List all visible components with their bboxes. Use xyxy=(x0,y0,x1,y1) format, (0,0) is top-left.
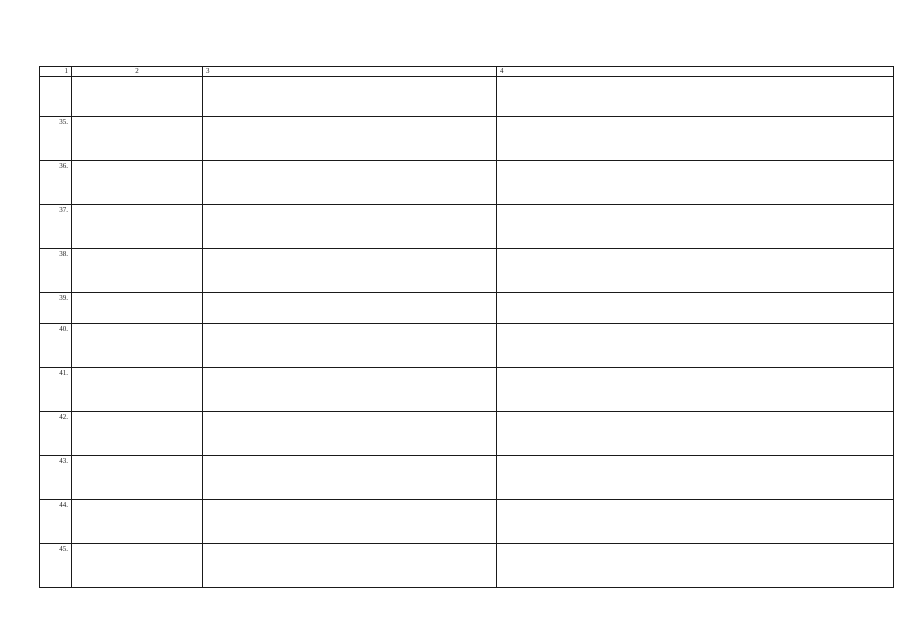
rejection-reason xyxy=(497,412,894,456)
rejection-reason xyxy=(497,368,894,412)
rejection-reason xyxy=(497,324,894,368)
rejection-reason xyxy=(497,161,894,205)
object-description xyxy=(203,412,497,456)
row-number: 37. xyxy=(40,205,72,249)
row-number xyxy=(40,77,72,117)
column-header-4: 4 xyxy=(497,67,894,77)
rejection-reason xyxy=(497,117,894,161)
object-description xyxy=(203,324,497,368)
column-header-1: 1 xyxy=(40,67,72,77)
object-description xyxy=(203,293,497,324)
object-description xyxy=(203,368,497,412)
table-row xyxy=(40,293,894,324)
table-row xyxy=(40,544,894,588)
table-header-row xyxy=(40,67,894,77)
table-row xyxy=(40,500,894,544)
rejection-reason xyxy=(497,249,894,293)
table-row xyxy=(40,249,894,293)
column-header-3: 3 xyxy=(203,67,497,77)
row-number: 40. xyxy=(40,324,72,368)
district-name xyxy=(72,205,203,249)
object-description xyxy=(203,161,497,205)
column-header-2: 2 xyxy=(72,67,203,77)
rejection-reason xyxy=(497,77,894,117)
table-body xyxy=(40,77,894,588)
district-name xyxy=(72,456,203,500)
row-number: 35. xyxy=(40,117,72,161)
table-row xyxy=(40,205,894,249)
row-number: 44. xyxy=(40,500,72,544)
rejection-reason xyxy=(497,205,894,249)
table-row xyxy=(40,77,894,117)
results-table xyxy=(39,66,894,588)
district-name xyxy=(72,117,203,161)
rejection-reason xyxy=(497,500,894,544)
table-row xyxy=(40,456,894,500)
district-name xyxy=(72,368,203,412)
row-number: 39. xyxy=(40,293,72,324)
rejection-reason xyxy=(497,544,894,588)
row-number: 36. xyxy=(40,161,72,205)
results-table-container xyxy=(39,66,865,588)
table-row xyxy=(40,117,894,161)
table-row xyxy=(40,412,894,456)
district-name xyxy=(72,249,203,293)
table-row xyxy=(40,368,894,412)
table-row xyxy=(40,324,894,368)
district-name xyxy=(72,161,203,205)
table-row xyxy=(40,161,894,205)
district-name xyxy=(72,324,203,368)
district-name xyxy=(72,544,203,588)
district-name xyxy=(72,293,203,324)
object-description xyxy=(203,117,497,161)
rejection-reason xyxy=(497,456,894,500)
row-number: 43. xyxy=(40,456,72,500)
object-description xyxy=(203,544,497,588)
object-description xyxy=(203,205,497,249)
district-name xyxy=(72,412,203,456)
district-name xyxy=(72,77,203,117)
object-description xyxy=(203,456,497,500)
object-description xyxy=(203,77,497,117)
row-number: 41. xyxy=(40,368,72,412)
district-name xyxy=(72,500,203,544)
row-number: 42. xyxy=(40,412,72,456)
table-header xyxy=(40,67,894,77)
row-number: 38. xyxy=(40,249,72,293)
object-description xyxy=(203,500,497,544)
object-description xyxy=(203,249,497,293)
row-number: 45. xyxy=(40,544,72,588)
rejection-reason xyxy=(497,293,894,324)
